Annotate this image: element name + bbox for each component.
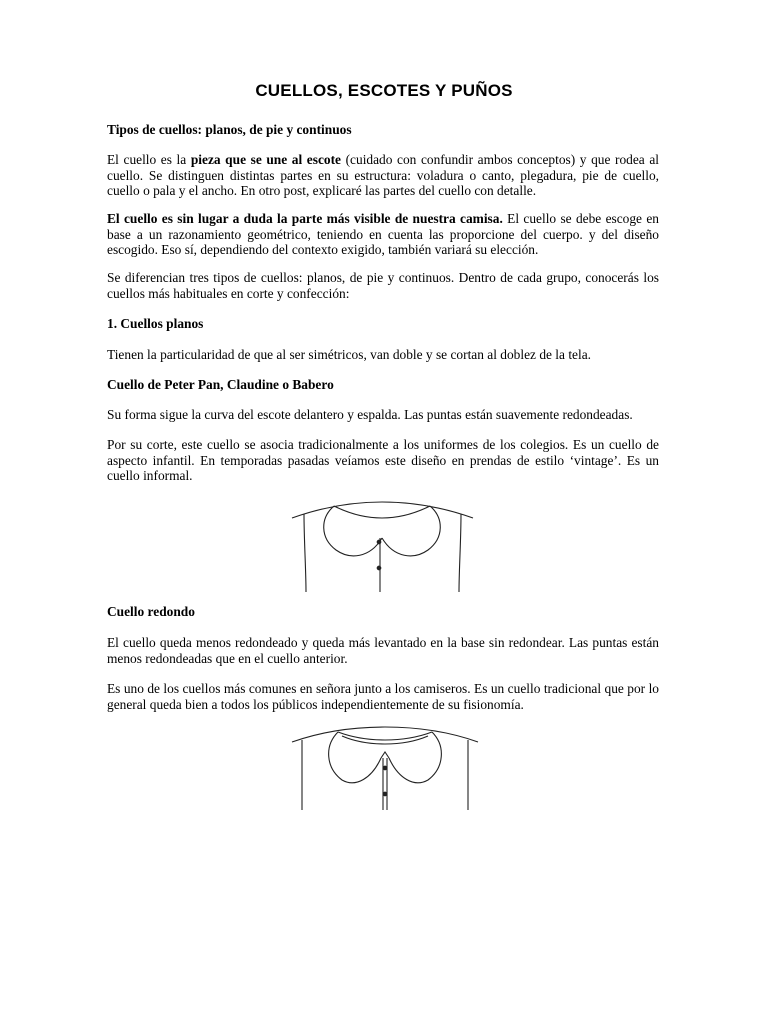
- round-collar-paragraph-2: Es uno de los cuellos más comunes en señora junto a los camiseros. Es un cuello tradicional que por lo general queda bien a todos los públicos independientemente de su fisionomía.: [107, 681, 659, 712]
- types-paragraph: Se diferencian tres tipos de cuellos: planos, de pie y continuos. Dentro de cada grupo, conocerás los cuellos más habituales en corte y confección:: [107, 270, 659, 301]
- visible-bold-text: El cuello es sin lugar a duda la parte más visible de nuestra camisa.: [107, 211, 503, 226]
- visible-part-paragraph: [107, 211, 659, 258]
- peter-pan-paragraph-1: Su forma sigue la curva del escote delantero y espalda. Las puntas están suavemente redondeadas.: [107, 407, 633, 422]
- round-collar-paragraph-1: El cuello queda menos redondeado y queda más levantado en la base sin redondear. Las puntas están menos redondeadas que en el cuello anterior.: [107, 635, 659, 666]
- flat-collars-paragraph: Tienen la particularidad de que al ser simétricos, van doble y se cortan al doblez de la tela.: [107, 347, 591, 362]
- round-collar-heading: Cuello redondo: [107, 604, 195, 619]
- peter-pan-heading: Cuello de Peter Pan, Claudine o Babero: [107, 377, 334, 392]
- peter-pan-collar-illustration: [290, 500, 475, 592]
- section-heading: Tipos de cuellos: planos, de pie y continuos: [107, 122, 352, 137]
- intro-bold-text: pieza que se une al escote: [190, 152, 341, 167]
- page-title: CUELLOS, ESCOTES Y PUÑOS: [255, 81, 513, 100]
- visible-text: El cuello se debe escoge en base a un razonamiento geométrico, teniendo en cuenta las proporcione del cuerpo. y del diseño escogido. Eso sí, dependiendo del contexto exigido, también variará su elección.: [107, 211, 659, 258]
- peter-pan-paragraph-2: Por su corte, este cuello se asocia tradicionalmente a los uniformes de los colegios. Es un cuello de aspecto infantil. En temporadas pasadas veíamos este diseño en prendas de estilo ‘vintage’. Es un cuello informal.: [107, 437, 659, 484]
- intro-paragraph: [107, 152, 659, 199]
- round-collar-illustration: [290, 724, 480, 810]
- flat-collars-heading: 1. Cuellos planos: [107, 316, 204, 331]
- intro-text-start: El cuello es la: [107, 152, 191, 167]
- intro-text-end: (cuidado con confundir ambos conceptos) y que rodea al cuello. Se distinguen distintas partes en su estructura: voladura o canto, plegadura, pie de cuello, cuello o pala y el ancho. En otro post, explicaré las partes del cuello con detalle.: [107, 152, 659, 199]
